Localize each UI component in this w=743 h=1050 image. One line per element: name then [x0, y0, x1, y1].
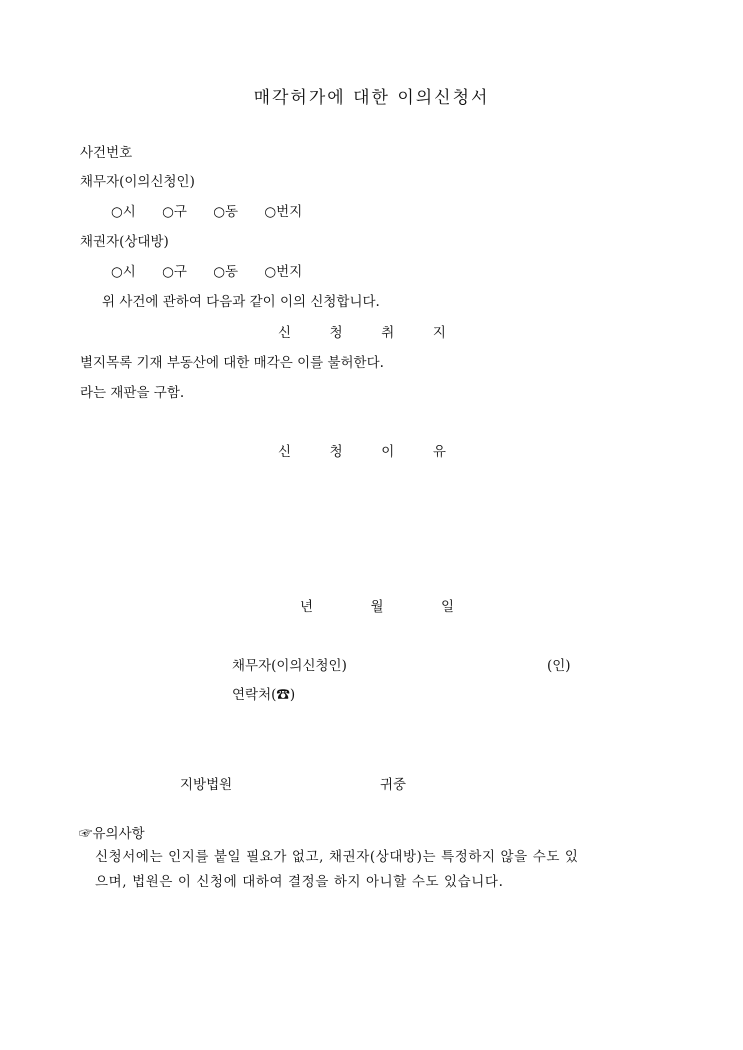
creditor-district: ○구: [162, 264, 187, 280]
debtor-label: 채무자(이의신청인): [80, 174, 195, 190]
reason-heading-char: 신: [278, 444, 292, 460]
reason-heading: [278, 443, 446, 461]
notes-line-2: 으며, 법원은 이 신청에 대하여 결정을 하지 아니할 수도 있습니다.: [95, 874, 504, 890]
date-year-label: 년: [300, 599, 314, 615]
purpose-line-1: 별지목록 기재 부동산에 대한 매각은 이를 불허한다.: [80, 355, 384, 371]
reason-heading-char: 유: [432, 444, 446, 460]
debtor-district: ○구: [162, 204, 187, 220]
purpose-heading: [278, 324, 446, 342]
purpose-heading-char: 신: [278, 325, 292, 341]
date-day-label: 일: [440, 599, 454, 615]
debtor-dong: ○동: [213, 204, 239, 220]
purpose-heading-char: 청: [329, 325, 343, 341]
purpose-line-2: 라는 재판을 구함.: [80, 385, 185, 401]
creditor-dong: ○동: [213, 264, 239, 280]
case-number-label: 사건번호: [80, 145, 133, 161]
court-label: 지방법원: [180, 777, 233, 793]
creditor-address: [111, 263, 302, 281]
debtor-lot: ○번지: [264, 204, 303, 220]
contact-label: 연락처(☎): [232, 687, 296, 703]
intro-text: 위 사건에 관하여 다음과 같이 이의 신청합니다.: [102, 294, 380, 310]
document-title: 매각허가에 대한 이의신청서: [253, 88, 490, 108]
notes-heading: ☞유의사항: [79, 826, 145, 842]
reason-heading-char: 청: [329, 444, 343, 460]
creditor-city: ○시: [111, 264, 136, 280]
debtor-address: [111, 203, 302, 221]
purpose-heading-char: 지: [432, 325, 446, 341]
date-line: [300, 598, 454, 616]
applicant-signature-label: 채무자(이의신청인): [232, 658, 347, 674]
addressee-label: 귀중: [380, 777, 407, 793]
reason-heading-char: 이: [381, 444, 395, 460]
date-month-label: 월: [370, 599, 384, 615]
seal-label: (인): [547, 658, 571, 674]
debtor-city: ○시: [111, 204, 136, 220]
notes-line-1: 신청서에는 인지를 붙일 필요가 없고, 채권자(상대방)는 특정하지 않을 수도 있: [95, 849, 579, 865]
purpose-heading-char: 취: [381, 325, 395, 341]
creditor-lot: ○번지: [264, 264, 303, 280]
creditor-label: 채권자(상대방): [80, 234, 169, 250]
